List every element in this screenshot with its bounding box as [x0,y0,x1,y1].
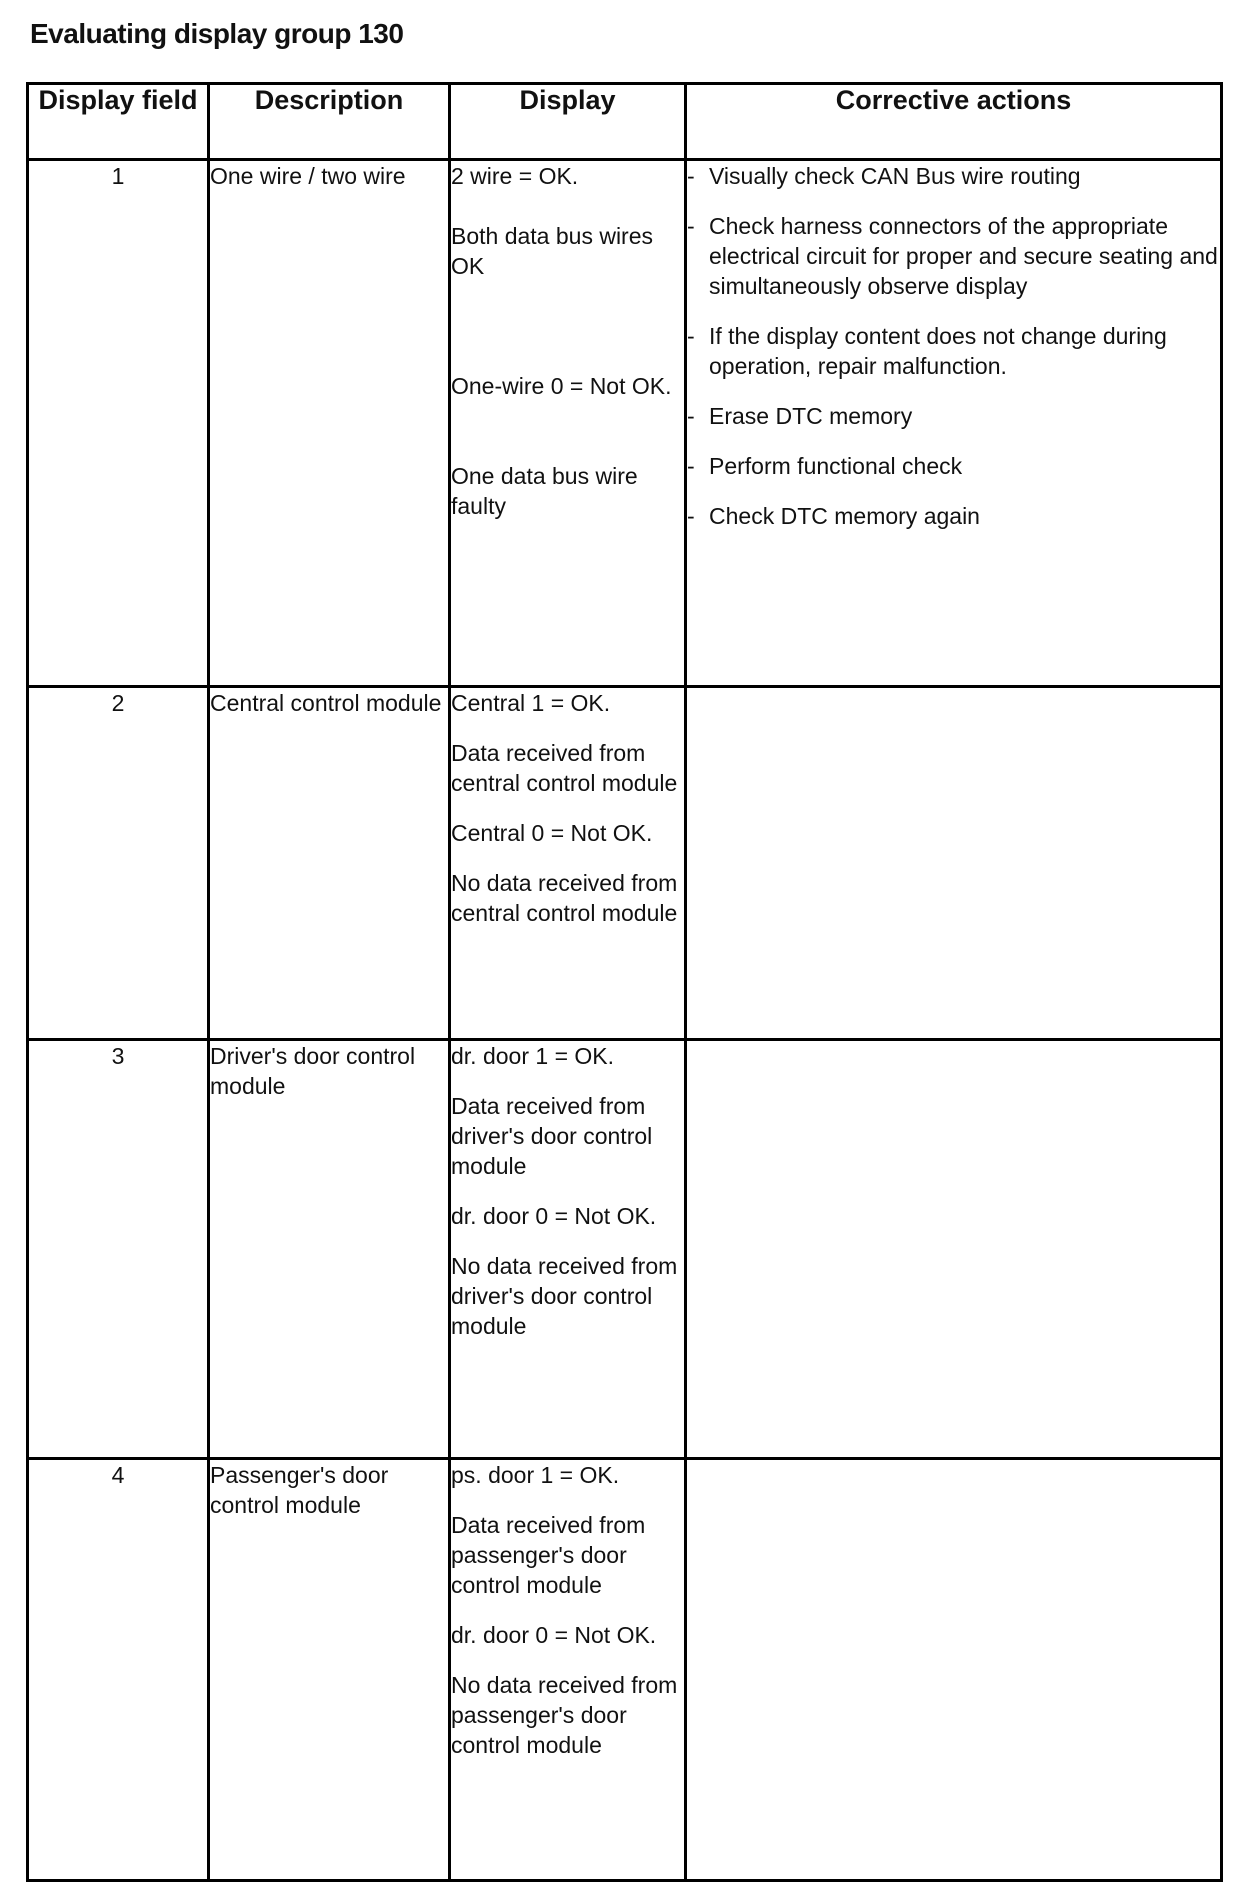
display-cell [450,1040,686,1459]
description-cell: One wire / two wire [209,160,450,687]
display-item: Central 1 = OK. [451,689,611,716]
action-item: - Visually check CAN Bus wire routing [687,163,1081,189]
display-field-cell: 3 [28,1040,209,1459]
display-item: One data bus wire faulty [451,463,638,519]
display-group-table [26,82,1223,1882]
display-cell [450,686,686,1039]
display-item: One-wire 0 = Not OK. [451,373,672,399]
header-display-field: Display field [28,84,209,160]
corrective-actions-cell [686,160,1222,687]
table-row [28,1458,1222,1880]
display-item: Data received from passenger's door control module [451,1511,646,1598]
display-item: No data received from central control module [451,869,678,926]
table-header-row [28,84,1222,160]
table-row [28,686,1222,1039]
corrective-actions-cell [686,1040,1222,1459]
header-corrective-actions: Corrective actions [686,84,1222,160]
display-item: dr. door 0 = Not OK. [451,1621,657,1648]
display-cell [450,1458,686,1880]
display-item: dr. door 1 = OK. [451,1043,615,1070]
description-cell: Passenger's door control module [209,1458,450,1880]
page-title: Evaluating display group 130 [30,18,404,49]
header-display: Display [450,84,686,160]
table-row [28,160,1222,687]
description-cell: Central control module [209,686,450,1039]
action-item: - Erase DTC memory [687,403,913,429]
display-item: No data received from passenger's door control module [451,1671,678,1758]
corrective-actions-cell [686,1458,1222,1880]
header-description: Description [209,84,450,160]
display-field-cell: 2 [28,686,209,1039]
display-item: 2 wire = OK. [451,163,579,189]
display-cell [450,160,686,687]
display-item: Data received from driver's door control module [451,1093,653,1180]
action-item: - If the display content does not change during operation, repair malfunction. [687,323,1167,379]
display-item: Central 0 = Not OK. [451,819,653,846]
corrective-actions-cell [686,686,1222,1039]
description-cell: Driver's door control module [209,1040,450,1459]
display-item: ps. door 1 = OK. [451,1461,620,1488]
display-field-cell: 1 [28,160,209,687]
table-row [28,1040,1222,1459]
display-item: No data received from driver's door control module [451,1253,678,1340]
action-item: - Check DTC memory again [687,503,980,529]
display-item: Data received from central control module [451,739,678,796]
display-item: dr. door 0 = Not OK. [451,1203,657,1230]
display-field-cell: 4 [28,1458,209,1880]
display-item: Both data bus wires OK [451,223,654,279]
action-item: - Check harness connectors of the appropriate electrical circuit for proper and secure seating and simultaneously observe display [687,213,1218,299]
action-item: - Perform functional check [687,453,963,479]
